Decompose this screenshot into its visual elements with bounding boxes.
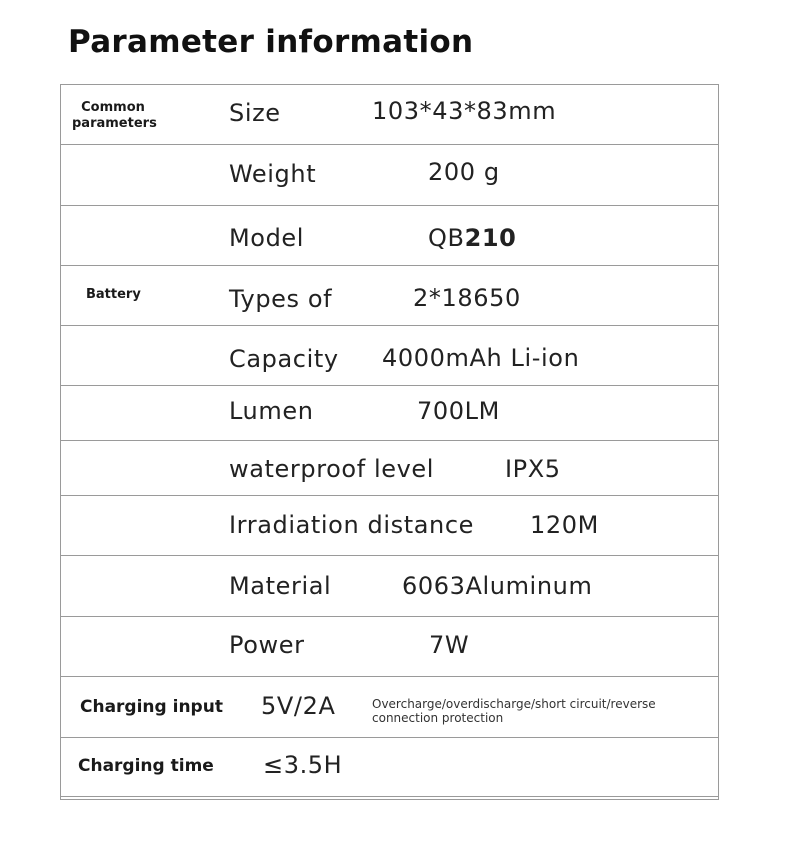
material-label: Material [229, 572, 332, 600]
waterproof-label: waterproof level [229, 455, 435, 483]
irradiation-label: Irradiation distance [229, 511, 475, 539]
row-divider [60, 144, 719, 145]
irradiation-value: 120M [530, 511, 599, 539]
row-divider [60, 495, 719, 496]
capacity-label: Capacity [229, 345, 339, 373]
weight-label: Weight [229, 160, 317, 188]
charging-protection-note: Overcharge/overdischarge/short circuit/reverse connection protection [372, 697, 656, 725]
types-label: Types of [229, 285, 333, 313]
model-number: 210 [464, 224, 517, 252]
capacity-value: 4000mAh Li-ion [382, 344, 580, 372]
section-common-parameters [72, 100, 157, 132]
weight-value: 200 g [428, 158, 500, 186]
section-battery: Battery [86, 287, 141, 302]
section-common-line1: Common [81, 100, 145, 115]
lumen-value: 700LM [417, 397, 500, 425]
row-divider [60, 265, 719, 266]
row-divider [60, 555, 719, 556]
row-divider [60, 676, 719, 677]
row-divider [60, 616, 719, 617]
size-value: 103*43*83mm [372, 97, 557, 125]
page-title: Parameter information [68, 24, 474, 60]
lumen-label: Lumen [229, 397, 314, 425]
row-divider [60, 385, 719, 386]
charging-input-value: 5V/2A [261, 692, 336, 720]
parameter-table [60, 84, 719, 800]
size-label: Size [229, 99, 281, 127]
section-common-line2: parameters [72, 116, 157, 131]
row-divider [60, 205, 719, 206]
charging-time-value: ≤3.5H [263, 751, 343, 779]
row-divider [60, 325, 719, 326]
model-label: Model [229, 224, 305, 252]
charging-input-label: Charging input [80, 697, 223, 717]
material-value: 6063Aluminum [402, 572, 593, 600]
charging-time-label: Charging time [78, 756, 214, 776]
model-value [428, 224, 516, 252]
power-value: 7W [429, 631, 470, 659]
row-divider [60, 440, 719, 441]
power-label: Power [229, 631, 305, 659]
types-value: 2*18650 [413, 284, 521, 312]
row-divider [60, 796, 719, 797]
waterproof-value: IPX5 [505, 455, 561, 483]
model-prefix: QB [428, 224, 465, 252]
row-divider [60, 737, 719, 738]
